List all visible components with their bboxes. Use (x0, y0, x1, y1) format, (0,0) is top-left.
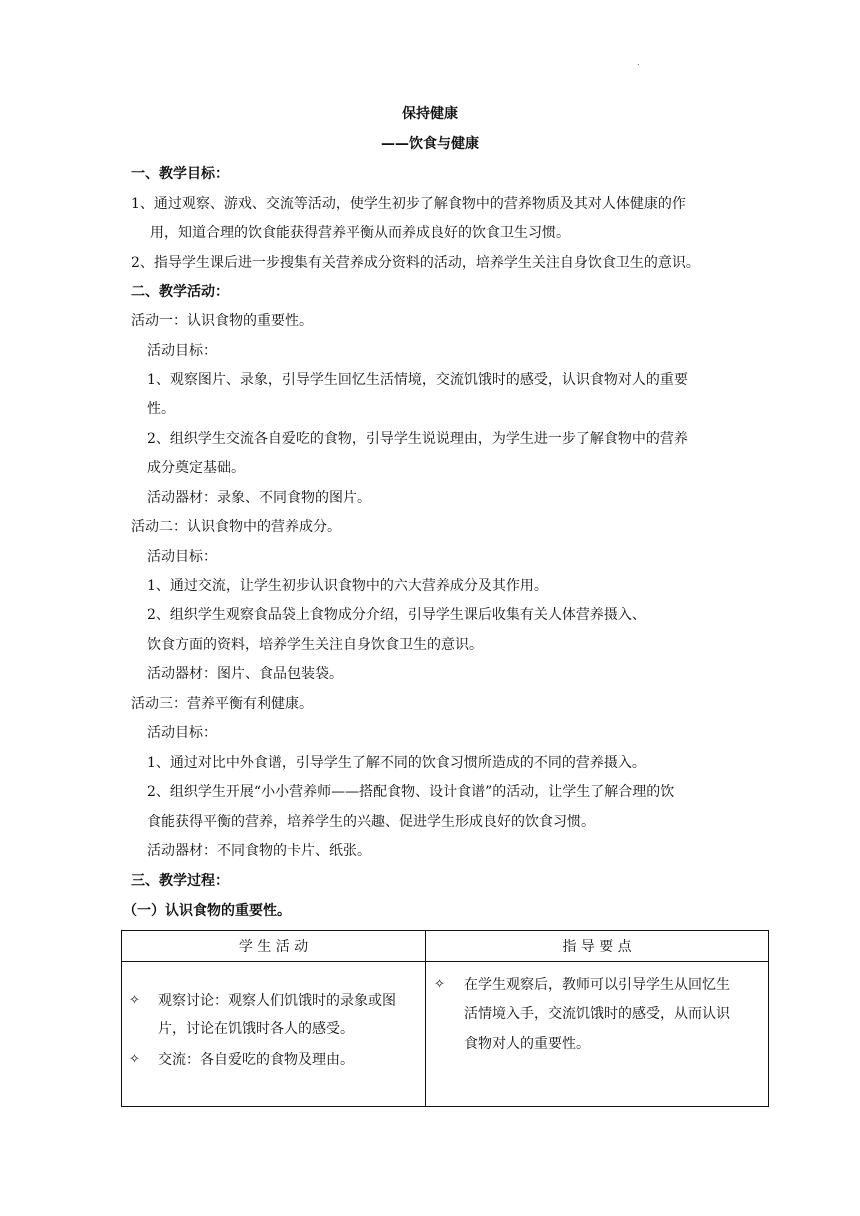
bullet-icon: ✧ (434, 977, 445, 992)
activity-1-goal-line: 1、观察图片、录象，引导学生回忆生活情境，交流饥饿时的感受，认识食物对人的重要 (147, 372, 688, 388)
section-2-heading: 二、教学活动： (131, 284, 229, 300)
activity-1-equipment: 活动器材：录象、不同食物的图片。 (147, 490, 371, 506)
student-activity-line: 观察讨论：观察人们饥饿时的录象或图 (158, 993, 396, 1009)
activity-3-equipment: 活动器材：不同食物的卡片、纸张。 (147, 843, 371, 859)
activity-1-title: 活动一：认识食物的重要性。 (131, 313, 313, 329)
activity-1-goal-line: 性。 (147, 401, 175, 417)
activity-2-goal-line: 饮食方面的资料，培养学生关注自身饮食卫生的意识。 (147, 637, 483, 653)
document-subtitle: ——饮食与健康 (381, 136, 479, 152)
section-3-heading: 三、教学过程： (131, 873, 229, 889)
bullet-icon: ✧ (129, 993, 140, 1008)
subsection-1-heading: （一）认识食物的重要性。 (123, 903, 291, 919)
student-activity-header: 学 生 活 动 (122, 931, 426, 962)
guidance-line: 在学生观察后，教师可以引导学生从回忆生 (464, 977, 730, 993)
activity-2-goal-label: 活动目标： (147, 549, 217, 565)
objective-2: 2、指导学生课后进一步搜集有关营养成分资料的活动，培养学生关注自身饮食卫生的意识。 (131, 255, 700, 271)
bullet-icon: ✧ (129, 1052, 140, 1067)
guidance-table (121, 930, 769, 1107)
header-dot: . (637, 58, 640, 68)
student-activity-line: 片，讨论在饥饿时各人的感受。 (158, 1021, 354, 1037)
guidance-points-header: 指 导 要 点 (426, 931, 769, 962)
activity-1-goal-line: 成分奠定基础。 (147, 460, 245, 476)
activity-2-goal-line: 2、组织学生观察食品袋上食物成分介绍，引导学生课后收集有关人体营养摄入、 (147, 607, 646, 623)
activity-3-goal-label: 活动目标： (147, 725, 217, 741)
guidance-line: 食物对人的重要性。 (464, 1036, 590, 1052)
section-1-heading: 一、教学目标： (131, 166, 229, 182)
student-activity-line: 交流：各自爱吃的食物及理由。 (158, 1052, 354, 1068)
activity-3-title: 活动三：营养平衡有利健康。 (131, 696, 313, 712)
activity-1-goal-label: 活动目标： (147, 343, 217, 359)
activity-2-goal-line: 1、通过交流，让学生初步认识食物中的六大营养成分及其作用。 (147, 578, 548, 594)
activity-1-goal-line: 2、组织学生交流各自爱吃的食物，引导学生说说理由，为学生进一步了解食物中的营养 (147, 431, 688, 447)
activity-3-goal-line: 食能获得平衡的营养，培养学生的兴趣、促进学生形成良好的饮食习惯。 (147, 814, 595, 830)
student-activity-cell (122, 962, 426, 1107)
guidance-points-cell (426, 962, 769, 1107)
activity-3-goal-line: 2、组织学生开展“小小营养师——搭配食物、设计食谱”的活动，让学生了解合理的饮 (147, 784, 675, 800)
document-title: 保持健康 (402, 106, 458, 122)
activity-2-equipment: 活动器材：图片、食品包装袋。 (147, 666, 343, 682)
activity-3-goal-line: 1、通过对比中外食谱，引导学生了解不同的饮食习惯所造成的不同的营养摄入。 (147, 755, 646, 771)
activity-2-title: 活动二：认识食物中的营养成分。 (131, 519, 341, 535)
objective-1-line-2: 用，知道合理的饮食能获得营养平衡从而养成良好的饮食卫生习惯。 (150, 225, 570, 241)
guidance-line: 活情境入手，交流饥饿时的感受，从而认识 (464, 1006, 730, 1022)
objective-1-line-1: 1、通过观察、游戏、交流等活动，使学生初步了解食物中的营养物质及其对人体健康的作 (131, 196, 686, 212)
